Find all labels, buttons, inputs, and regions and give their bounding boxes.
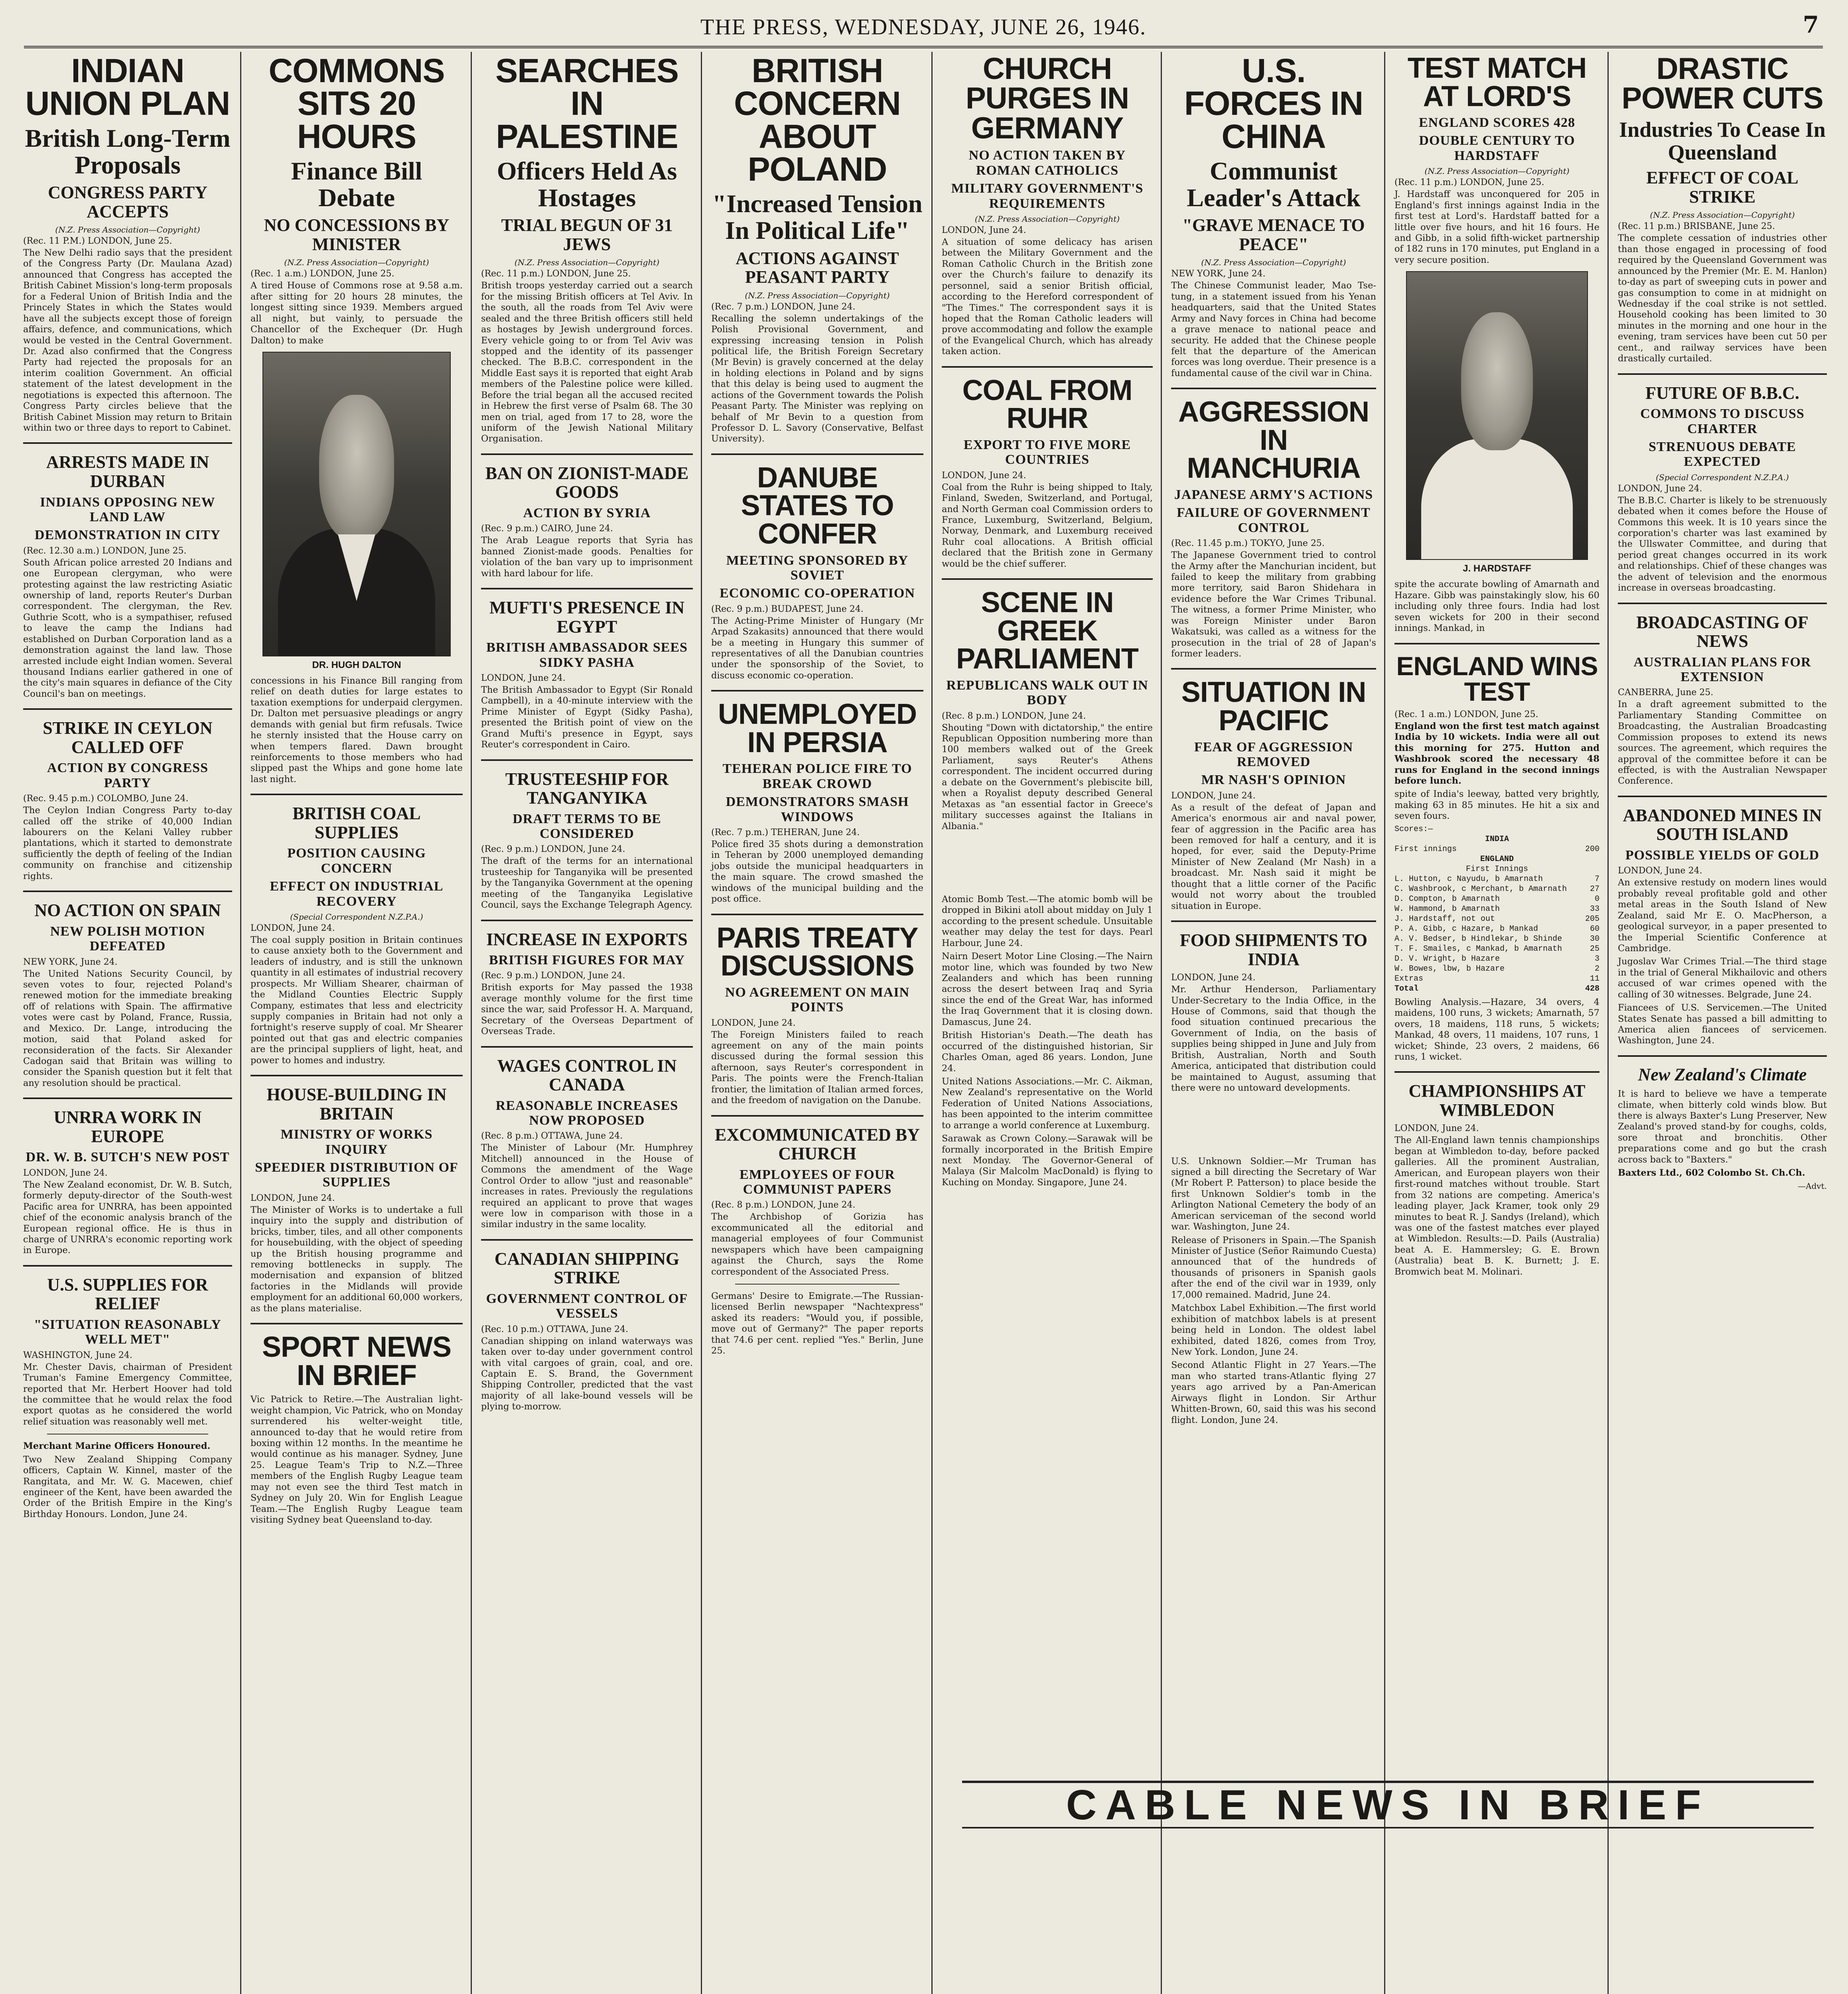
cable-news-title: CABLE NEWS IN BRIEF — [1066, 1781, 1710, 1828]
deck: NO AGREEMENT ON MAIN POINTS — [725, 985, 910, 1015]
batting-row — [1394, 904, 1599, 914]
article-body: The New Zealand economist, Dr. W. B. Sutch, formerly deputy-director of the South-west Pacific area for UNRRA, has been appointed chief of the economic analysis branch of the European regional office. He is thus in charge of UNRRA's economic reporting work in Europe. — [23, 1179, 232, 1256]
batting-row — [1394, 964, 1599, 974]
column-5 — [935, 52, 1160, 1994]
dateline: (Rec. 9 p.m.) LONDON, June 24. — [481, 971, 625, 981]
column-2 — [243, 52, 470, 1994]
deck: INDIANS OPPOSING NEW LAND LAW — [40, 495, 215, 524]
headline-test-match: TEST MATCH AT LORD'S — [1407, 52, 1587, 112]
batsman-runs: 30 — [1590, 934, 1599, 944]
deck: BRITISH FIGURES FOR MAY — [489, 953, 685, 968]
batsman-name: D. Compton, b Amarnath — [1394, 894, 1500, 904]
deck: COMMONS TO DISCUSS CHARTER — [1640, 406, 1805, 436]
batsman-name: W. Hammond, b Amarnath — [1394, 904, 1500, 914]
subhead: "Increased Tension In Political Life" — [712, 189, 923, 245]
deck: "GRAVE MENACE TO PEACE" — [1182, 215, 1365, 254]
column-rule — [240, 52, 241, 1994]
deck: POSSIBLE YIELDS OF GOLD — [1625, 847, 1820, 863]
article-body: The B.B.C. Charter is likely to be strenuously debated when it comes before the House of Commons this week. It is 10 years since the corporation's charter was last examined by the Ullswater Committee, and during that period great changes occurred in its work and relationships. Chief of these changes was the advent of television and the enormous increase in overseas broadcasting. — [1618, 495, 1827, 593]
scores-title: Scores:— — [1394, 824, 1433, 834]
article-body: spite of India's leeway, batted very brightly, making 63 in 85 minutes. He hit a six and seven fours. — [1394, 789, 1599, 822]
dateline: LONDON, June 24. — [1171, 973, 1256, 983]
dateline: (Rec. 11 p.m.) LONDON, June 25. — [1394, 177, 1544, 188]
england-total-row: Total 428 — [1394, 984, 1599, 993]
deck: ACTION BY SYRIA — [523, 505, 651, 520]
brief-item: British Historian's Death.—The death has occurred of the distinguished historian, Sir Charles Oman, aged 86 years. London, June 24. — [942, 1030, 1153, 1074]
deck: NO ACTION TAKEN BY ROMAN CATHOLICS — [968, 148, 1126, 178]
dateline: (Rec. 8 p.m.) OTTAWA, June 24. — [481, 1131, 623, 1141]
headline-excommunicated: EXCOMMUNICATED BY CHURCH — [715, 1125, 920, 1164]
dateline: LONDON, June 24. — [250, 923, 335, 933]
deck: DR. W. B. SUTCH'S NEW POST — [26, 1150, 230, 1165]
column-4 — [704, 52, 931, 1994]
dateline: LONDON, June 24. — [250, 1193, 335, 1203]
headline-pacific: SITUATION IN PACIFIC — [1181, 676, 1366, 737]
headline-spain: NO ACTION ON SPAIN — [34, 900, 221, 920]
deck: CONGRESS PARTY ACCEPTS — [48, 183, 207, 221]
article-body: As a result of the defeat of Japan and America's enormous air and naval power, fear of aggression in the Pacific area has been removed for half a century, and it is hoped, for ever, said the Deputy-Prime Minister of New Zealand (Mr Nash) in a broadcast. Mr. Nash said it might be thought that a little corner of the Pacific would not worry about the troubled situation in Europe. — [1171, 802, 1376, 911]
article-body: The New Delhi radio says that the president of the Congress Party (Dr. Maulana Azad) announced that Congress has accepted the British Cabinet Mission's long-term proposals for a Federal Union of British India and the Princely States in which the States would have all the subjects except those of foreign affairs, defence, and communications, which would be vested in the Central Government. Dr. Azad also confirmed that the Congress Party had rejected the proposals for an interim coalition Government. An official statement of the latest development in the negotiations is expected this afternoon. The Congress Party circles believe that the British Cabinet Mission may return to Britain within two or three days to report to Cabinet. — [23, 248, 232, 433]
credit: (N.Z. Press Association—Copyright) — [745, 290, 890, 300]
brief-item: Fiancees of U.S. Servicemen.—The United States Senate has passed a bill admitting to America alien fiancees of servicemen. Washington, June 24. — [1618, 1003, 1827, 1046]
credit: (Special Correspondent N.Z.P.A.) — [1656, 472, 1789, 482]
credit: (N.Z. Press Association—Copyright) — [1201, 258, 1346, 268]
headline-poland: BRITISH CONCERN ABOUT POLAND — [734, 52, 901, 188]
batting-row — [1394, 934, 1599, 944]
headline-commons: COMMONS SITS 20 HOURS — [268, 52, 445, 155]
article-body: The complete cessation of industries other than those engaged in processing of food required by the Queensland Government was announced by the Premier (Mr. E. M. Hanlon) to-day as part of sweeping cuts in power and gas consumption to come in at midnight on Wednesday if the coal strike is not settled. Household cooking has been limited to 30 minutes in the morning and one hour in the evening, tram services have been cut 50 per cent., and railway services have been drastically curtailed. — [1618, 233, 1827, 364]
subhead: Industries To Cease In Queensland — [1619, 117, 1826, 164]
deck: EFFECT ON INDUSTRIAL RECOVERY — [270, 879, 444, 909]
article-body: The Ceylon Indian Congress Party to-day called off the strike of 40,000 Indian labourers on the Kelani Valley rubber plantations, which it started to demonstrate sufficiently the depth of feeling of the Indian community on franchise and citizenship rights. — [23, 805, 232, 881]
article-body: Police fired 35 shots during a demonstration in Teheran by 2000 unemployed demanding jobs outside the municipal headquarters in the main square. The crowd smashed the windows of the municipal building and the post office. — [711, 839, 923, 904]
article-body: In a draft agreement submitted to the Parliamentary Standing Committee on Broadcasting, the Australian Broadcasting Commission proposes to extend its news sources. The agreement, which requires the approval of the committee before it can be effected, is with the Australian Newspaper Conference. — [1618, 699, 1827, 786]
article-body: The Arab League reports that Syria has banned Zionist-made goods. Penalties for violation of the ban vary up to imprisonment with hard labour for life. — [481, 535, 693, 579]
batsman-runs: 7 — [1594, 874, 1599, 884]
dateline: LONDON, June 24. — [481, 673, 566, 683]
dateline: (Rec. 11 p.m.) BRISBANE, June 25. — [1618, 221, 1775, 232]
batsman-runs: 0 — [1594, 894, 1599, 904]
article-body: Vic Patrick to Retire.—The Australian light-weight champion, Vic Patrick, who on Monday surrendered his welter-weight title, announced to-day that he would retire from boxing within 12 months. In the meantime he would continue as his manager. Sydney, June 25. League Team's Trip to N.Z.—Three members of the English Rugby League team may not even see the third Test match in Sydney on July 20. Win for English League Team.—The English Rugby League team visiting Sydney beat Queensland to-day. — [250, 1394, 463, 1525]
batting-row — [1394, 914, 1599, 924]
dateline: (Rec. 7 p.m.) LONDON, June 24. — [711, 301, 856, 312]
headline-bbc: FUTURE OF B.B.C. — [1645, 383, 1799, 403]
page-number: 7 — [1803, 11, 1819, 38]
dateline: LONDON, June 24. — [1171, 790, 1256, 801]
batsman-runs: 2 — [1594, 964, 1599, 973]
credit: (N.Z. Press Association—Copyright) — [284, 258, 429, 268]
column-rule — [471, 52, 472, 1994]
dateline: LONDON, June 24. — [711, 1018, 796, 1028]
article-body: An extensive restudy on modern lines would probably reveal profitable gold and other metal areas in the South Island of New Zealand, said Mr E. O. MacPherson, a geological surveyor, in a paper presented to the Imperial Scientific Conference at Cambridge. — [1618, 877, 1827, 954]
credit: (N.Z. Press Association—Copyright) — [1650, 210, 1795, 220]
deck: MINISTRY OF WORKS INQUIRY — [280, 1127, 433, 1157]
dateline: (Rec. 9 p.m.) LONDON, June 24. — [481, 844, 625, 855]
subhead: Communist Leader's Attack — [1187, 156, 1361, 212]
portrait-photo — [262, 352, 451, 656]
article-body: A tired House of Commons rose at 9.58 a.m. after sitting for 20 hours 28 minutes, the longest sitting since 1939. Members argued all night, but vainly, to persuade the Chancellor of the Exchequer (Dr. Hugh Dalton) to make — [250, 280, 463, 346]
article-body: The Minister of Labour (Mr. Humphrey Mitchell) announced in the House of Commons the amendment of the Wage Control Order to allow "just and reasonable" increases in rates. Previously the regulations required an applicant to prove that wages were low in comparison with those in a similar industry in the same locality. — [481, 1143, 693, 1230]
deck: MR NASH'S OPINION — [1201, 772, 1346, 788]
batsman-runs: 33 — [1590, 904, 1599, 914]
headline-persia: UNEMPLOYED IN PERSIA — [718, 698, 917, 759]
batsman-name: J. Hardstaff, not out — [1394, 914, 1495, 924]
article-body: The British Ambassador to Egypt (Sir Ronald Campbell), in a 40-minute interview with the Prime Minister of Egypt (Sidky Pasha), presented the British point of view on the Grand Mufti's presence in Egypt, says Reuter's correspondent in Cairo. — [481, 684, 693, 750]
deck: JAPANESE ARMY'S ACTIONS — [1174, 487, 1373, 502]
column-rule — [931, 52, 933, 1994]
dateline: NEW YORK, June 24. — [23, 957, 118, 967]
dateline: LONDON, June 24. — [1394, 1123, 1479, 1134]
deck: REASONABLE INCREASES NOW PROPOSED — [495, 1098, 678, 1128]
brief-item: Jugoslav War Crimes Trial.—The third stage in the trial of General Mikhailovic and others accused of war crimes opened with the calling of 30 witnesses. Belgrade, June 24. — [1618, 956, 1827, 1000]
headline-housing: HOUSE-BUILDING IN BRITAIN — [266, 1085, 447, 1123]
headline-durban: ARRESTS MADE IN DURBAN — [46, 452, 209, 491]
england-batting-rows — [1394, 874, 1599, 984]
batting-row — [1394, 954, 1599, 964]
deck: AUSTRALIAN PLANS FOR EXTENSION — [1633, 654, 1811, 685]
article-body: concessions in his Finance Bill ranging from relief on death duties for large estates to taxation exemptions for underpaid clergymen. Dr. Dalton met persuasive pleadings or angry demands with genial but firm refusals. Twice he sternly insisted that the House carry on when tempers flared. Dawn brought reinforcements to those members who had slipped past the Whips and gone home late last night. — [250, 675, 463, 784]
headline-tanganyika: TRUSTEESHIP FOR TANGANYIKA — [505, 769, 669, 808]
column-7 — [1387, 52, 1607, 1994]
photo-caption: J. HARDSTAFF — [1463, 563, 1531, 574]
batsman-name: L. Hutton, c Nayudu, b Amarnath — [1394, 874, 1543, 884]
headline-mufti: MUFTI'S PRESENCE IN EGYPT — [489, 598, 684, 636]
article-body: The Acting-Prime Minister of Hungary (Mr Arpad Szakasits) announced that there would be a meeting in Hungary this summer of representatives of all the Danubian countries under the sponsorship of the Soviet, to discuss economic co-operation. — [711, 615, 923, 681]
headline-zionist: BAN ON ZIONIST-MADE GOODS — [485, 463, 689, 502]
deck: EFFECT OF COAL STRIKE — [1646, 168, 1799, 207]
column-6 — [1164, 52, 1383, 1994]
england-heading: ENGLAND — [1480, 854, 1514, 864]
deck: GOVERNMENT CONTROL OF VESSELS — [486, 1291, 688, 1321]
batting-row — [1394, 924, 1599, 934]
batsman-name: A. V. Bedser, b Hindlekar, b Shinde — [1394, 934, 1562, 944]
bowling-analysis: Bowling Analysis.—Hazare, 34 overs, 4 maidens, 100 runs, 3 wickets; Amarnath, 57 overs, 18 maidens, 118 runs, 5 wickets; Mankad, 48 overs, 11 maidens, 107 runs, 1 wicket; Shinde, 23 overs, 2 maidens, 66 runs, 1 wicket. — [1394, 997, 1599, 1062]
batsman-runs: 11 — [1590, 974, 1599, 983]
subhead: British Long-Term Proposals — [25, 124, 231, 179]
column-1 — [16, 52, 239, 1994]
headline-ceylon: STRIKE IN CEYLON CALLED OFF — [43, 718, 213, 757]
brief-title: Merchant Marine Officers Honoured. — [23, 1441, 211, 1452]
headline-paris: PARIS TREATY DISCUSSIONS — [716, 922, 918, 982]
dateline: NEW YORK, June 24. — [1171, 269, 1266, 279]
article-body: England won the first test match against India by 10 wickets. India were all out this morning for 275. Hutton and Washbrook scored the necessary 48 runs for England in the second innings before lunch. — [1394, 721, 1599, 786]
headline-greek: SCENE IN GREEK PARLIAMENT — [956, 587, 1138, 675]
deck: ENGLAND SCORES 428 — [1418, 115, 1576, 130]
column-rule — [1161, 52, 1162, 1994]
batsman-name: W. Bowes, lbw, b Hazare — [1394, 964, 1505, 973]
dateline: (Rec. 8 p.m.) LONDON, June 24. — [711, 1200, 856, 1210]
advert-title: New Zealand's Climate — [1638, 1064, 1807, 1084]
brief-item: Sarawak as Crown Colony.—Sarawak will be formally incorporated in the British Empire next Monday. The Governor-General of Malaya (Sir Malcolm MacDonald) is flying to Kuching on Monday. Singapore, June 24. — [942, 1133, 1153, 1188]
deck: MILITARY GOVERNMENT'S REQUIREMENTS — [951, 181, 1144, 211]
article-body: The All-England lawn tennis championships began at Wimbledon to-day, before packed galleries. All the prominent Australian, American, and European players won their first-round matches without trouble. Start from 32 nations are competing. America's leading player, Jack Kramer, took only 29 minutes to beat R. J. Sandys (Ireland), which was one of the fastest matches ever played at Wimbledon. Results:—D. Pails (Australia) beat A. E. Hammersley; G. E. Brown (Australia) beat B. K. Burnett; J. E. Bromwich beat M. Molinari. — [1394, 1135, 1599, 1277]
advert-signature: Baxters Ltd., 602 Colombo St. Ch.Ch. — [1618, 1168, 1805, 1178]
dateline: (Rec. 1 a.m.) LONDON, June 25. — [250, 269, 394, 279]
headline-shipping: CANADIAN SHIPPING STRIKE — [494, 1249, 680, 1288]
scorecard — [1394, 824, 1599, 994]
credit: (Special Correspondent N.Z.P.A.) — [290, 912, 423, 922]
dateline: LONDON, June 24. — [23, 1168, 108, 1178]
column-rule — [1384, 52, 1385, 1994]
deck: EXPORT TO FIVE MORE COUNTRIES — [963, 437, 1131, 467]
brief-item: Atomic Bomb Test.—The atomic bomb will be dropped in Bikini atoll about midday on July 1 according to the present schedule. Unsuitable weather may delay the test for days. Pearl Harbour, June 24. — [942, 894, 1153, 948]
article-body: Canadian shipping on inland waterways was taken over to-day under government control with vital cargoes of grain, coal, and ore. Captain E. S. Brand, the Government Shipping Controller, predicted that the vast majority of all lake-bound vessels will be plying to-morrow. — [481, 1336, 693, 1412]
brief-item: Nairn Desert Motor Line Closing.—The Nairn motor line, which was founded by two New Zealanders and which has been running across the desert between Iraq and Syria since the end of the Great War, has informed the Iraq Government that it is closing down. Damascus, June 24. — [942, 951, 1153, 1027]
article-body: South African police arrested 20 Indians and one European clergyman, who were protesting against the law restricting Asiatic ownership of land, reports Reuter's Durban correspondent. The clergyman, the Rev. Guthrie Scott, who is a sympathiser, refused to leave the camp the Indians had established on Durban Corporation land as a demonstration against the land law. Those arrested include eight Indian women. Several thousand Indians earlier gathered in one of the city's main squares in defiance of the City Council's ban on meetings. — [23, 557, 232, 699]
credit: (N.Z. Press Association—Copyright) — [55, 225, 200, 235]
batsman-name: T. F. Smailes, c Mankad, b Amarnath — [1394, 944, 1562, 954]
dateline: (Rec. 9 p.m.) BUDAPEST, June 24. — [711, 604, 864, 614]
dateline: LONDON, June 24. — [942, 470, 1026, 481]
deck: REPUBLICANS WALK OUT IN BODY — [946, 678, 1148, 708]
batting-row — [1394, 894, 1599, 904]
dateline: (Rec. 7 p.m.) TEHERAN, June 24. — [711, 828, 860, 837]
headline-power-cuts: DRASTIC POWER CUTS — [1621, 52, 1823, 116]
advert-body: It is hard to believe we have a temperate climate, when bitterly cold winds blow. But there is always Baxter's Lung Preserver, New Zealand's proved stand-by for coughs, colds, sore throat and bronchitis. Other preparations come and go but the crash across back to "Baxters." — [1618, 1089, 1827, 1165]
deck: SPEEDIER DISTRIBUTION OF SUPPLIES — [255, 1160, 458, 1190]
batting-row — [1394, 944, 1599, 954]
batting-row — [1394, 874, 1599, 884]
brief-item: Second Atlantic Flight in 27 Years.—The man who started trans-Atlantic flying 27 years ago arrived by a Pan-American Airways flight in London. Sir Arthur Whitten-Brown, 60, said this was his second flight. London, June 24. — [1171, 1360, 1376, 1425]
batsman-runs: 25 — [1590, 944, 1599, 954]
deck: DOUBLE CENTURY TO HARDSTAFF — [1419, 133, 1575, 163]
dateline: LONDON, June 24. — [1618, 866, 1702, 876]
deck: STRENUOUS DEBATE EXPECTED — [1649, 439, 1796, 469]
batsman-runs: 3 — [1594, 954, 1599, 964]
batsman-runs: 27 — [1590, 884, 1599, 894]
column-rule — [1607, 52, 1609, 1994]
brief-item: U.S. Unknown Soldier.—Mr Truman has signed a bill directing the Secretary of War (Mr Robert P. Patterson) to place beside the first Unknown Soldier's tomb in the Arlington National Cemetery the body of an American serviceman of the second world war. Washington, June 24. — [1171, 1156, 1376, 1232]
headline-exports: INCREASE IN EXPORTS — [486, 929, 688, 949]
headline-mines: ABANDONED MINES IN SOUTH ISLAND — [1623, 805, 1822, 844]
column-rule — [701, 52, 702, 1994]
dateline: (Rec. 9.45 p.m.) COLOMBO, June 24. — [23, 794, 189, 804]
article-body: The United Nations Security Council, by seven votes to four, rejected Poland's renewed motion for the immediate breaking off of relations with Spain. The affirmative votes were cast by Poland, France, Russia, and Mexico. Dr. Lange, introducing the motion, said that Poland asked for reconsideration of the facts. Sir Alexander Cadogan said that Britain was willing to consider the Spanish question but it felt that any resolution should be practical. — [23, 968, 232, 1088]
article-body: Mr. Arthur Henderson, Parliamentary Under-Secretary to the India Office, in the House of Commons, said that though the food situation continued precarious the Government of India, on the basis of supplies being shipped in June and July from British, Australian, North and South America, anticipated that distribution could be maintained to August, assuming that there were no untoward developments. — [1171, 984, 1376, 1094]
article-body: A situation of some delicacy has arisen between the Military Government and the Roman Catholic Church in the British zone over the Church's failure to denazify its personnel, said a senior British official, according to the Hereford correspondent of "The Times." The correspondent says it is hoped that the Roman Catholic leaders will prove accommodating and follow the example of the Evangelical Church, which has already taken action. — [942, 236, 1153, 357]
article-body: The Minister of Works is to undertake a full inquiry into the supply and distribution of bricks, timber, tiles, and all other components for housebuilding, with the object of speeding up the British housing programme and removing bottlenecks in supply. The modernisation and expansion of blitzed factories in the Midlands will provide employment for an additional 60,000 workers, as the plans materialise. — [250, 1204, 463, 1314]
column-8 — [1611, 52, 1834, 1994]
brief-item: United Nations Associations.—Mr. C. Aikman, New Zealand's representative on the World Federation of United Nations Associations, has been appointed to the interim committee to arrange a world conference at Luxemburg. — [942, 1076, 1153, 1131]
photo-caption: DR. HUGH DALTON — [312, 659, 401, 670]
article-body: Two New Zealand Shipping Company officers, Captain W. Kinnel, master of the Rangitata, and Mr. W. G. Macewen, chief engineer of the Kent, have been awarded the Order of the British Empire in the King's Birthday Honours. London, June 24. — [23, 1454, 232, 1519]
batsman-runs: 60 — [1590, 924, 1599, 934]
deck: DEMONSTRATORS SMASH WINDOWS — [726, 794, 909, 824]
article-body: The Japanese Government tried to control the Army after the Manchurian incident, but failed to keep the military from grabbing more territory, said Baron Shidehara in evidence before the War Crimes Tribunal. The witness, a former Prime Minister, who was Foreign Minister under Baron Wakatsuki, was called as a witness for the prosecution in the trial of 28 of Japan's former leaders. — [1171, 550, 1376, 659]
headline-palestine: SEARCHES IN PALESTINE — [495, 52, 678, 155]
deck: FAILURE OF GOVERNMENT CONTROL — [1177, 505, 1371, 535]
england-subheading: First Innings — [1465, 864, 1528, 874]
advert-tag: —Advt. — [1798, 1181, 1827, 1191]
headline-danube: DANUBE STATES TO CONFER — [741, 461, 894, 550]
headline-broadcasting: BROADCASTING OF NEWS — [1636, 612, 1809, 651]
column-3 — [474, 52, 700, 1994]
headline-wages: WAGES CONTROL IN CANADA — [497, 1056, 677, 1095]
dateline: (Rec. 10 p.m.) OTTAWA, June 24. — [481, 1324, 629, 1334]
batsman-runs: 205 — [1585, 914, 1599, 924]
deck: FEAR OF AGGRESSION REMOVED — [1194, 739, 1353, 769]
batsman-name: P. A. Gibb, c Hazare, b Mankad — [1394, 924, 1538, 934]
credit: (N.Z. Press Association—Copyright) — [514, 258, 660, 268]
india-heading: INDIA — [1485, 834, 1509, 844]
brief-item: Germans' Desire to Emigrate.—The Russian-licensed Berlin newspaper "Nachtexpress" asked its readers: "Would you, if possible, move out of Germany?" The paper reports that 74.6 per cent. replied "Yes." Berlin, June 25. — [711, 1291, 923, 1356]
deck: "SITUATION REASONABLY WELL MET" — [34, 1317, 221, 1347]
dateline: (Rec. 11 p.m.) LONDON, June 25. — [481, 269, 631, 279]
headline-china: U.S. FORCES IN CHINA — [1184, 52, 1363, 155]
article-body: The draft of the terms for an international trusteeship for Tanganyika will be presented by the Tanganyika Government at the opening meeting of the Tanganyika Legislative Council, says the Exchange Telegraph Agency. — [481, 856, 693, 910]
headline-manchuria: AGGRESSION IN MANCHURIA — [1178, 396, 1369, 485]
dateline: (Rec. 9 p.m.) CAIRO, June 24. — [481, 524, 613, 534]
deck: MEETING SPONSORED BY SOVIET — [726, 553, 909, 583]
article-body: British exports for May passed the 1938 average monthly volume for the first time since the war, said Professor H. A. Marquand, Secretary of the Overseas Department of Overseas Trade. — [481, 982, 693, 1037]
credit: (N.Z. Press Association—Copyright) — [974, 214, 1120, 224]
deck: NO CONCESSIONS BY MINISTER — [264, 215, 450, 254]
deck: EMPLOYEES OF FOUR COMMUNIST PAPERS — [740, 1167, 895, 1197]
batsman-name: Extras — [1394, 974, 1424, 983]
headline-ruhr: COAL FROM RUHR — [962, 374, 1132, 435]
masthead — [24, 8, 1823, 48]
headline-sport: SPORT NEWS IN BRIEF — [262, 1331, 452, 1391]
dateline: WASHINGTON, June 24. — [23, 1350, 132, 1360]
dateline: LONDON, June 24. — [942, 225, 1026, 235]
portrait-photo — [1406, 271, 1588, 560]
dateline: (Rec. 12.30 a.m.) LONDON, June 25. — [23, 546, 187, 556]
article-body: The Archbishop of Gorizia has excommunicated all the editorial and managerial employees of four Communist newspapers which have been campaigning against the Church, says the Rome correspondent of the Associated Press. — [711, 1212, 923, 1277]
article-body: Coal from the Ruhr is being shipped to Italy, Finland, Sweden, Switzerland, and Portugal, and North German coal Commission orders to France, Luxemburg, Switzerland, Belgium, Norway, Denmark, and Luxemburg received Ruhr coal allocations. A British official declared that the British zone in Germany would be the chief sufferer. — [942, 482, 1153, 569]
dateline: (Rec. 11.45 p.m.) TOKYO, June 25. — [1171, 538, 1325, 549]
deck: POSITION CAUSING CONCERN — [287, 846, 426, 876]
deck: ECONOMIC CO-OPERATION — [720, 586, 915, 601]
subhead: Finance Bill Debate — [291, 156, 422, 212]
india-innings-row: First innings 200 — [1394, 844, 1599, 854]
article-body: The Chinese Communist leader, Mao Tse-tung, in a statement issued from his Yenan headquarters, said that the United States Army and Navy forces in China had become a grave menace to national peace and security. He added that the Chinese people felt that the departure of the American forces was long overdue. Their presence is a fundamental cause of the civil war in China. — [1171, 280, 1376, 378]
deck: TRIAL BEGUN OF 31 JEWS — [501, 215, 673, 254]
batsman-name: D. V. Wright, b Hazare — [1394, 954, 1500, 964]
article-body: Mr. Chester Davis, chairman of President Truman's Famine Emergency Committee, reported that Mr. Herbert Hoover had told the committee that he would relax the food export quotas as he considered the world relief situation was reasonably well met. — [23, 1362, 232, 1427]
headline-england-wins: ENGLAND WINS TEST — [1396, 651, 1598, 707]
headline-unrra: UNRRA WORK IN EUROPE — [53, 1107, 202, 1146]
headline-coal: BRITISH COAL SUPPLIES — [292, 804, 421, 842]
article-body: The coal supply position in Britain continues to cause anxiety both to the Government and leaders of industry, and is still the unknown quantity in all estimates of industrial recovery prospects. Mr William Shearer, chairman of the Midland Counties Electric Supply Company, estimates that less and electricity supply companies in Britain had not only a fortnight's reserve supply of coal. Mr Shearer pointed out that gas and electric companies are the principal suppliers of light, heat, and power to homes and industry. — [250, 934, 463, 1066]
article-body: Shouting "Down with dictatorship," the entire Republican Opposition numbering more than 100 members walked out of the Greek Parliament, says Reuter's Athens correspondent. The incident occurred during a debate on the Government's plebiscite bill, when a Royalist deputy described General Metaxas as "an essential factor in Greece's military successes against the Italians in Albania." — [942, 722, 1153, 831]
article-body: spite the accurate bowling of Amarnath and Hazare. Gibb was painstakingly slow, his 60 including only three fours. India had lost seven wickets for 200 in their second innings. Mankad, in — [1394, 579, 1599, 634]
masthead-title: THE PRESS, WEDNESDAY, JUNE 26, 1946. — [700, 14, 1146, 39]
deck: BRITISH AMBASSADOR SEES SIDKY PASHA — [486, 640, 688, 670]
deck: ACTIONS AGAINST PEASANT PARTY — [736, 248, 899, 287]
headline-wimbledon: CHAMPIONSHIPS AT WIMBLEDON — [1408, 1081, 1586, 1120]
deck: DEMONSTRATION IN CITY — [34, 528, 221, 543]
dateline: LONDON, June 24. — [1618, 483, 1702, 494]
dateline: (Rec. 11 P.M.) LONDON, June 25. — [23, 236, 172, 246]
brief-item: Matchbox Label Exhibition.—The first world exhibition of matchbox labels is at present being held in London. The oldest label exhibited, dated 1826, comes from Troy, New York. London, June 24. — [1171, 1303, 1376, 1357]
article-body: The Foreign Ministers failed to reach agreement on any of the main points discussed during the formal session this afternoon, says Reuter's correspondent in Paris. The points were the French-Italian frontier, the limitation of Italian armed forces, and the freedom of navigation on the Danube. — [711, 1029, 923, 1106]
cable-news-banner — [962, 1781, 1814, 1828]
deck: NEW POLISH MOTION DEFEATED — [50, 924, 205, 954]
credit: (N.Z. Press Association—Copyright) — [1424, 166, 1570, 176]
headline-church: CHURCH PURGES IN GERMANY — [965, 52, 1129, 145]
deck: DRAFT TERMS TO BE CONSIDERED — [513, 811, 661, 841]
headline-us-supplies: U.S. SUPPLIES FOR RELIEF — [47, 1275, 208, 1314]
headline-indian-union: INDIAN UNION PLAN — [25, 52, 230, 122]
dateline: (Rec. 1 a.m.) LONDON, June 25. — [1394, 709, 1538, 719]
article-body: Recalling the solemn undertakings of the Polish Provisional Government, and expressing increasing tension in Polish political life, the British Foreign Secretary (Mr Bevin) is gravely concerned at the delay in holding elections in Poland and by signs that this delay is being used to augment the actions of the Government towards the Polish Peasant Party. The Minister was replying on behalf of Mr Bevin to a question from Professor D. L. Savory (Conservative, Belfast University). — [711, 313, 923, 444]
deck: ACTION BY CONGRESS PARTY — [47, 761, 209, 790]
deck: TEHERAN POLICE FIRE TO BREAK CROWD — [722, 761, 912, 791]
subhead: Officers Held As Hostages — [497, 156, 677, 212]
article-body: J. Hardstaff was unconquered for 205 in England's first innings against India in the first test at Lord's. Hardstaff batted for a little over five hours, and hit 16 fours. He and Gibb, in a solid fifth-wicket partnership of 182 runs in 170 minutes, put England in a very secure position. — [1394, 189, 1599, 265]
article-body: British troops yesterday carried out a search for the missing British officers at Tel Aviv. In the south, all the roads from Tel Aviv were sealed and the three British officers still held as hostages by Jewish underground forces. Every vehicle going to or from Tel Aviv was stopped and the identity of its passenger checked. The B.B.C. correspondent in the Middle East says it is reported that eight Arab members of the Palestine police were killed. Before the trial began all the accused recited in Hebrew the first verse of Psalm 68. The 30 men on trial, aged from 17 to 28, wore the uniform of the Jewish National Military Organisation. — [481, 280, 693, 444]
dateline: CANBERRA, June 25. — [1618, 688, 1714, 698]
dateline: (Rec. 8 p.m.) LONDON, June 24. — [942, 711, 1086, 721]
batting-row — [1394, 884, 1599, 894]
headline-food-india: FOOD SHIPMENTS TO INDIA — [1179, 930, 1368, 969]
batsman-name: C. Washbrook, c Merchant, b Amarnath — [1394, 884, 1567, 894]
batting-row — [1394, 974, 1599, 984]
brief-item: Release of Prisoners in Spain.—The Spanish Minister of Justice (Señor Raimundo Cuesta) announced that of the hundreds of thousands of prisoners in Spanish gaols after the end of the civil war in 1939, only 17,000 remained. Madrid, June 24. — [1171, 1235, 1376, 1300]
